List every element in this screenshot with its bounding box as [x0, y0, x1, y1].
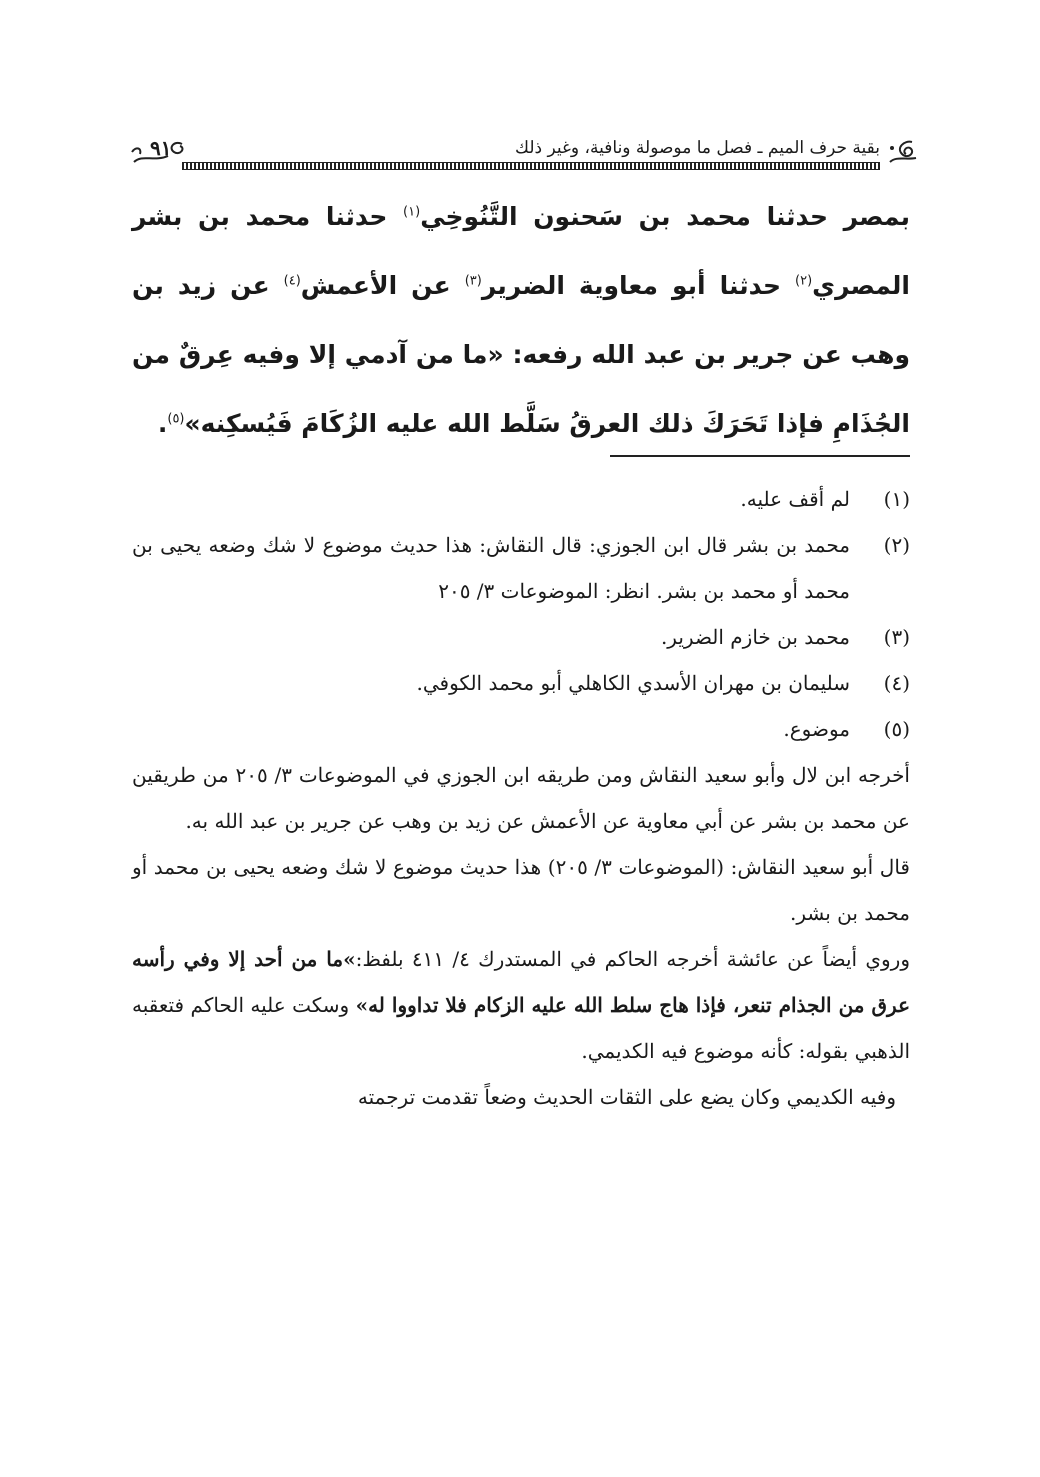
footnote-text: لم أقف عليه.: [740, 487, 850, 511]
footnote-ref: (٣): [464, 273, 482, 289]
footnote-number: (٣): [883, 625, 910, 649]
running-title: بقية حرف الميم ـ فصل ما موصولة ونافية، وغير ذلك: [515, 138, 880, 158]
footnote-text: سليمان بن مهران الأسدي الكاهلي أبو محمد الكوفي.: [416, 671, 850, 695]
main-text-segment: عن زيد بن وهب عن جرير بن عبد الله رفعه: «ما من آدمي إلا وفيه عِرقٌ من الجُذَامِ فإذا تَحَرَكَ ذلك العرقُ سَلَّط الله عليه الزُكَامَ فَيُسكِنه»: [132, 271, 910, 438]
main-text-segment: بمصر حدثنا محمد بن سَحنون التَّنُوخِي: [420, 202, 911, 231]
main-text-segment: .: [157, 409, 168, 438]
footnote-number: (٢): [883, 533, 910, 557]
commentary-paragraph: وفيه الكديمي وكان يضع على الثقات الحديث وضعاً تقدمت ترجمته: [357, 1085, 896, 1109]
footnote-item: [132, 706, 910, 752]
commentary-text: وسكت عليه الحاكم فتعقبه الذهبي بقوله: كأنه موضوع فيه الكديمي.: [132, 993, 910, 1063]
main-text-segment: حدثنا محمد بن بشر المصري: [132, 202, 910, 300]
commentary-paragraph: قال أبو سعيد النقاش: (الموضوعات ٣/ ٢٠٥) هذا حديث موضوع لا شك وضعه يحيى بن محمد أو محمد بن بشر.: [132, 855, 910, 925]
page-number: ٩١: [150, 136, 172, 160]
footnote-ref: (٥): [167, 411, 185, 427]
main-text-segment: عن الأعمش: [300, 271, 465, 300]
footnote-item: [132, 660, 910, 706]
footnote-number: (٥): [883, 717, 910, 741]
footnotes: [132, 476, 910, 1120]
footnote-item: [132, 476, 910, 522]
footnote-text: محمد بن خازم الضرير.: [660, 625, 850, 649]
flourish-ornament-icon: [882, 138, 920, 166]
footnote-number: (١): [883, 487, 910, 511]
header-rule: [182, 162, 880, 170]
footnote-separator: [610, 455, 910, 457]
flourish-ornament-icon: [128, 138, 188, 166]
footnote-number: (٤): [883, 671, 910, 695]
quoted-hadith: »ما من أحد إلا وفي رأسه عرق من الجذام تنعر، فإذا هاج سلط الله عليه الزكام فلا تداووا له»: [132, 947, 910, 1017]
commentary-text: وروي أيضاً عن عائشة أخرجه الحاكم في المستدرك ٤/ ٤١١ بلفظ:: [355, 947, 910, 971]
page-header: [132, 132, 910, 170]
footnote-text: محمد بن بشر قال ابن الجوزي: قال النقاش: هذا حديث موضوع لا شك وضعه يحيى بن محمد أو محمد بن بشر. انظر: الموضوعات ٣/ ٢٠٥: [132, 533, 850, 603]
footnote-item: [132, 522, 910, 614]
footnote-ref: (٤): [283, 273, 301, 289]
commentary-paragraph: [132, 936, 910, 1074]
footnote-item: [132, 614, 910, 660]
footnote-ref: (٢): [795, 273, 813, 289]
footnote-text: موضوع.: [783, 717, 850, 741]
hadith-text: [132, 182, 910, 458]
footnote-ref: (١): [403, 204, 421, 220]
commentary-paragraph: أخرجه ابن لال وأبو سعيد النقاش ومن طريقه ابن الجوزي في الموضوعات ٣/ ٢٠٥ من طريقين عن محمد بن بشر عن أبي معاوية عن الأعمش عن زيد بن وهب عن جرير بن عبد الله به.: [132, 763, 910, 833]
main-text-segment: حدثنا أبو معاوية الضرير: [481, 271, 796, 300]
